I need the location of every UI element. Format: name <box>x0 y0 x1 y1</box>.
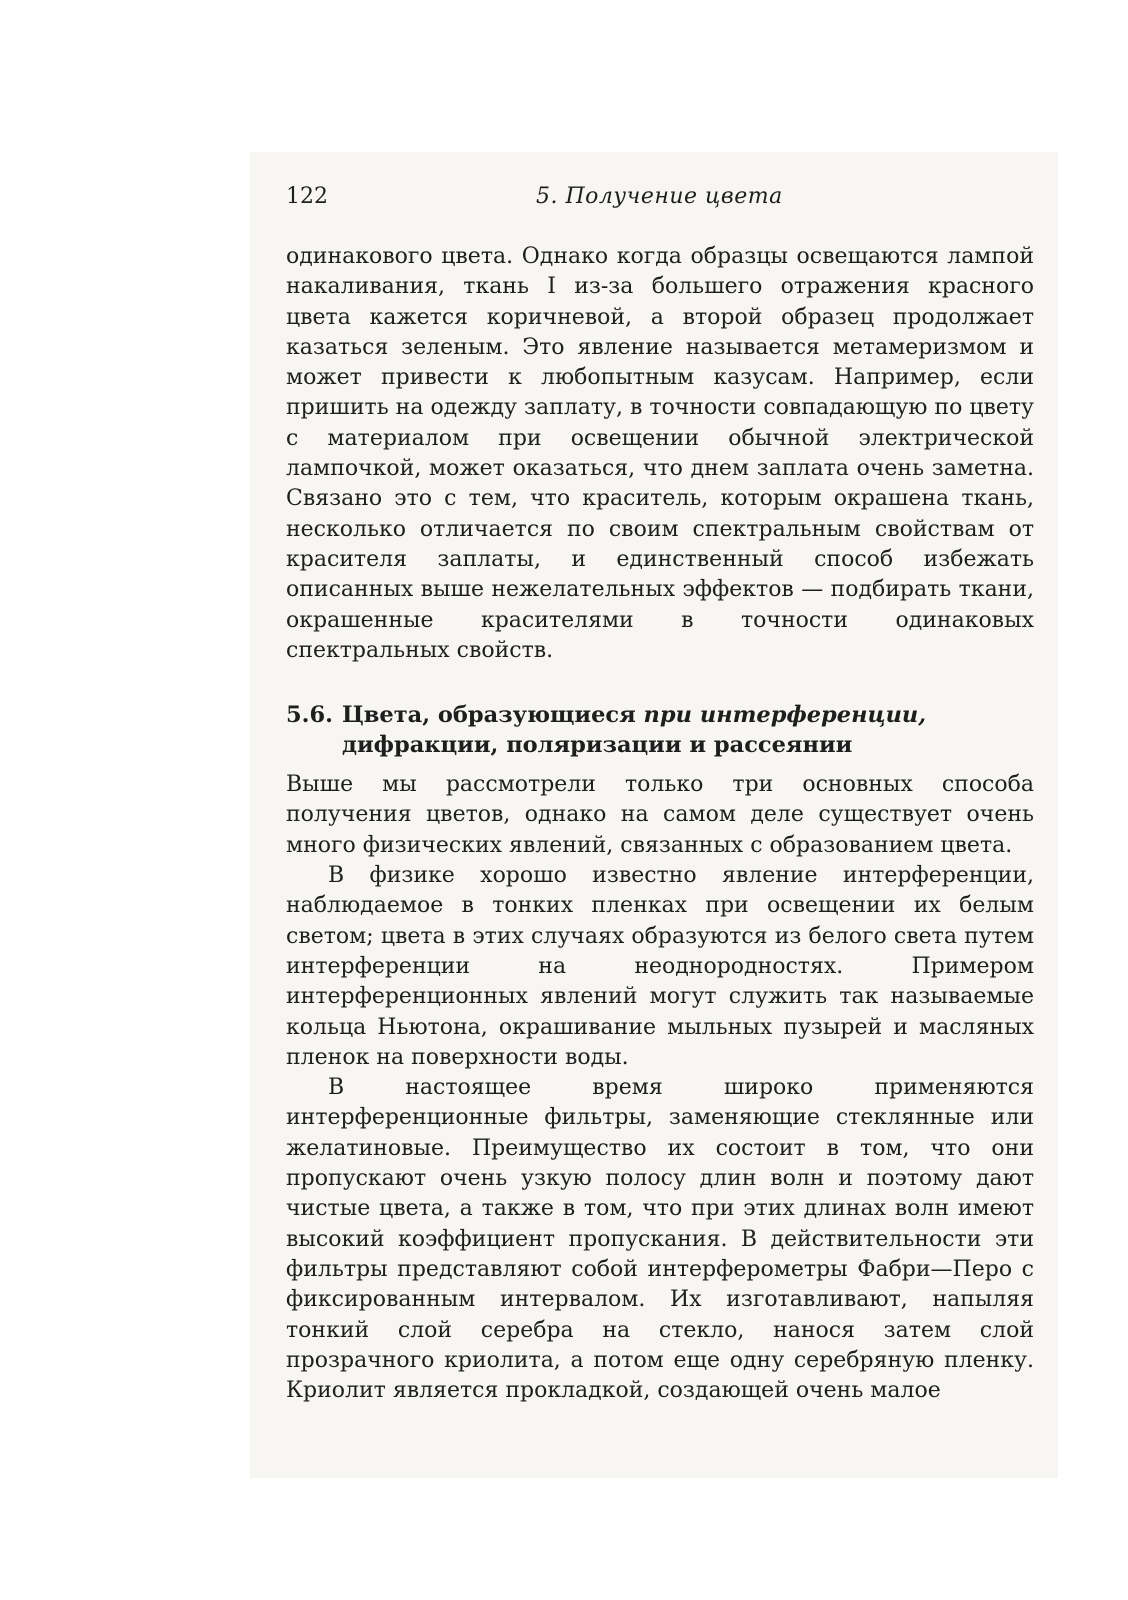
section-number: 5.6. <box>286 702 333 729</box>
paragraph: В физике хорошо известно явление интерференции, наблюдаемое в тонких пленках при освещении их белым светом; цвета в этих случаях образуются из белого света путем интерференции на неоднородностях. Примером интерференционных явлений могут служить так называемые кольца Ньютона, окрашивание мыльных пузырей и масляных пленок на поверхности воды. <box>286 863 1034 1070</box>
chapter-title: 5. Получение цвета <box>536 184 783 209</box>
page-number: 122 <box>286 184 328 209</box>
book-page <box>250 152 1058 1478</box>
page-text <box>286 182 1034 1406</box>
section-title-part2: при интерференции, <box>643 702 927 729</box>
paragraph-continued: одинакового цвета. Однако когда образцы освещаются лампой накаливания, ткань I из-за большего отражения красного цвета кажется коричневой, а второй образец продолжает казаться зеленым. Это явление называется метамеризмом и может привести к любопытным казусам. Например, если пришить на одежду заплату, в точности совпадающую по цвету с материалом при освещении обычной электрической лампочкой, может оказаться, что днем заплата очень заметна. Связано это с тем, что краситель, которым окрашена ткань, несколько отличается по своим спектральным свойствам от красителя заплаты, и единственный способ избежать описанных выше нежелательных эффектов — подбирать ткани, окрашенные красителями в точности одинаковых спектральных свойств. <box>286 244 1034 663</box>
section-title-part1: Цвета, образующиеся <box>342 702 644 729</box>
running-head <box>286 182 1034 218</box>
section-heading <box>286 700 1034 760</box>
paragraph: В настоящее время широко применяются интерференционные фильтры, заменяющие стеклянные или желатиновые. Преимущество их состоит в том, что они пропускают очень узкую полосу длин волн и поэтому дают чистые цвета, а также в том, что при этих длинах волн имеют высокий коэффициент пропускания. В действительности эти фильтры представляют собой интерферометры Фабри—Перо с фиксированным интервалом. Их изготавливают, напыляя тонкий слой серебра на стекло, нанося затем слой прозрачного криолита, а потом еще одну серебряную пленку. Криолит является прокладкой, создающей очень малое <box>286 1075 1034 1404</box>
paragraph: Выше мы рассмотрели только три основных способа получения цветов, однако на самом деле существует очень много физических явлений, связанных с образованием цвета. <box>286 772 1034 858</box>
section-title-part3: дифракции, поляризации и рассеянии <box>342 732 853 759</box>
